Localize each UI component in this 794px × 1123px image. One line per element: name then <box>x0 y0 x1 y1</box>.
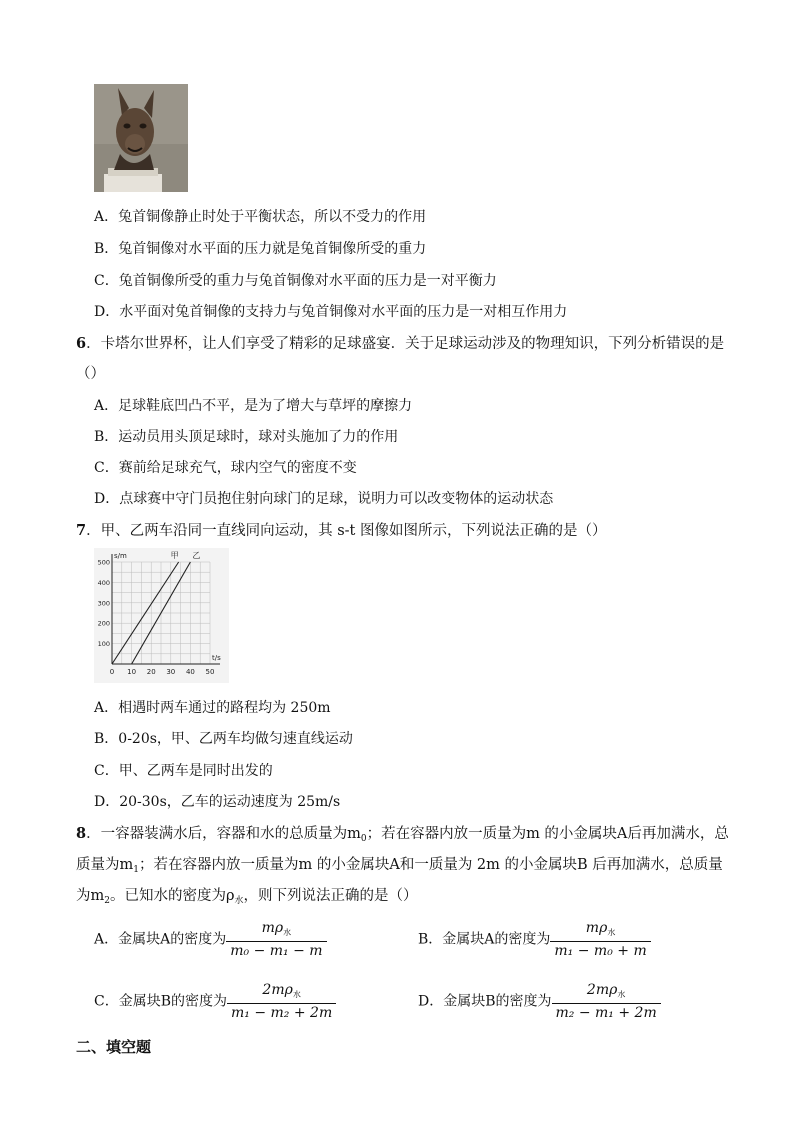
q7-option-b: B．0-20s，甲、乙两车均做匀速直线运动 <box>94 731 353 747</box>
x-tick-label: 20 <box>146 668 156 676</box>
q6-option-a: A．足球鞋底凹凸不平，是为了增大与草坪的摩擦力 <box>94 398 413 414</box>
q8-option-a-label: A．金属块A的密度为 <box>94 931 227 948</box>
y-axis-label: s/m <box>114 552 127 560</box>
q5-option-d: D．水平面对兔首铜像的支持力与兔首铜像对水平面的压力是一对相互作用力 <box>94 304 568 320</box>
series-label-yi: 乙 <box>192 551 201 560</box>
q8-d-num-sub: 水 <box>617 990 626 999</box>
q8-b-num-sub: 水 <box>607 928 616 937</box>
q8-option-d <box>418 982 661 1021</box>
q5-option-c: C．兔首铜像所受的重力与兔首铜像对水平面的压力是一对平衡力 <box>94 273 497 289</box>
x-axis-label: t/s <box>212 654 221 662</box>
x-tick-label: 40 <box>185 668 195 676</box>
section-title-fill-blank: 二、填空题 <box>76 1038 152 1056</box>
x-tick-label: 10 <box>127 668 137 676</box>
q8-number: 8 <box>76 825 87 842</box>
series-label-jia: 甲 <box>170 551 179 560</box>
q8-d-num: 2mρ <box>586 982 618 998</box>
q8-option-b-fraction <box>550 920 650 959</box>
q8-c-num-sub: 水 <box>292 990 301 999</box>
q8-l3b: 。已知水的密度为ρ <box>109 888 235 904</box>
q8-option-d-label: D．金属块B的密度为 <box>418 993 552 1010</box>
q8-stem-line1 <box>76 822 729 844</box>
x-tick-label: 0 <box>109 668 115 676</box>
q7-option-a: A．相遇时两车通过的路程均为 250m <box>94 700 331 716</box>
q6-stem-text: ．卡塔尔世界杯，让人们享受了精彩的足球盛宴．关于足球运动涉及的物理知识，下列分析错误的是 <box>86 336 725 352</box>
y-tick-label: 400 <box>97 578 110 587</box>
q8-l2a: 质量为m <box>76 857 134 873</box>
q8-b-den: m₁ − m₀ + m <box>550 941 650 959</box>
q8-stem-line3 <box>76 884 418 906</box>
q8-stem-line2 <box>76 853 723 875</box>
q8-l1a: ．一容器装满水后，容器和水的总质量为m <box>86 826 361 842</box>
q8-option-b <box>418 920 651 959</box>
q6-option-c: C．赛前给足球充气，球内空气的密度不变 <box>94 460 357 476</box>
q8-l2b: ；若在容器内放一质量为m 的小金属块A和一质量为 2m 的小金属块B 后再加满水，总质量 <box>138 857 723 873</box>
q7-stem-text: ．甲、乙两车沿同一直线同向运动，其 s-t 图像如图所示，下列说法正确的是（） <box>86 523 607 539</box>
st-graph-svg <box>94 548 229 683</box>
q6-stem <box>76 332 724 353</box>
q7-number: 7 <box>76 522 87 539</box>
q8-option-a <box>94 920 327 959</box>
q8-l3a: 为m <box>76 888 105 904</box>
q8-option-d-fraction <box>552 982 661 1021</box>
st-graph <box>94 548 229 683</box>
q8-a-num-sub: 水 <box>283 928 292 937</box>
q7-option-c: C．甲、乙两车是同时出发的 <box>94 763 273 779</box>
q7-option-d: D．20-30s，乙车的运动速度为 25m/s <box>94 794 341 810</box>
q8-b-num: mρ <box>585 920 608 936</box>
q8-l3-sub: 2 <box>104 896 110 906</box>
q8-l3c: ，则下列说法正确的是（） <box>243 888 418 904</box>
y-tick-label: 200 <box>97 619 110 628</box>
q8-c-num: 2mρ <box>262 982 293 998</box>
q6-stem-paren: （） <box>76 366 105 382</box>
q8-d-den: m₂ − m₁ + 2m <box>552 1003 661 1021</box>
q8-l2-sub: 1 <box>133 865 139 875</box>
q8-option-c <box>94 982 336 1021</box>
q6-option-d: D．点球赛中守门员抱住射向球门的足球，说明力可以改变物体的运动状态 <box>94 491 554 507</box>
y-tick-label: 300 <box>97 599 110 608</box>
y-tick-label: 500 <box>97 558 110 567</box>
rabbit-head-bronze-image <box>94 84 188 192</box>
q6-number: 6 <box>76 335 87 352</box>
x-tick-label: 30 <box>166 668 176 676</box>
q5-option-a: A．兔首铜像静止时处于平衡状态，所以不受力的作用 <box>94 209 427 225</box>
q7-stem <box>76 519 606 540</box>
q8-option-b-label: B．金属块A的密度为 <box>418 931 551 948</box>
q8-l1-sub: 0 <box>360 834 367 844</box>
q8-c-den: m₁ − m₂ + 2m <box>227 1003 336 1021</box>
q8-option-a-fraction <box>226 920 326 959</box>
q6-option-b: B．运动员用头顶足球时，球对头施加了力的作用 <box>94 429 399 445</box>
q8-l1b: ；若在容器内放一质量为m 的小金属块A后再加满水，总 <box>366 826 729 842</box>
y-tick-label: 100 <box>97 640 110 649</box>
q8-a-num: mρ <box>261 920 284 936</box>
q5-option-b: B．兔首铜像对水平面的压力就是兔首铜像所受的重力 <box>94 241 427 257</box>
q8-a-den: m₀ − m₁ − m <box>226 941 326 959</box>
q8-l3-sub2: 水 <box>234 896 244 906</box>
q8-option-c-label: C．金属块B的密度为 <box>94 993 227 1010</box>
x-tick-label: 50 <box>205 668 215 676</box>
q8-option-c-fraction <box>227 982 336 1021</box>
